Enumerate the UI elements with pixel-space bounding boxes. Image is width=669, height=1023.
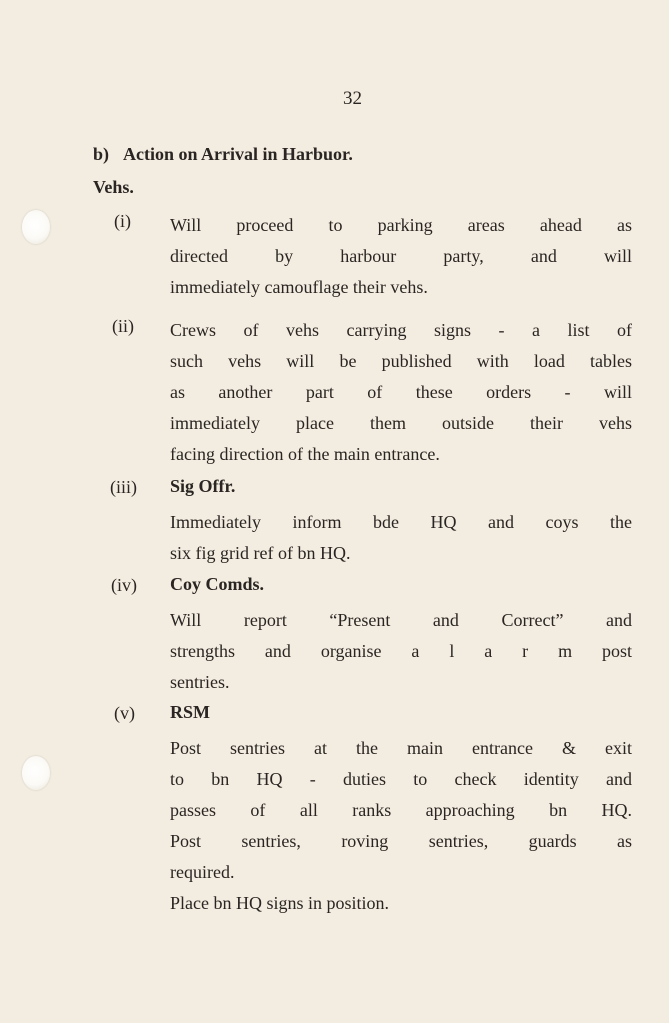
item-text (170, 210, 632, 303)
text-line: Place bn HQ signs in position. (170, 893, 389, 913)
text-line: immediately place them outside their vehs (170, 413, 632, 433)
section-number: b) (93, 144, 110, 164)
text-line: such vehs will be published with load tables (170, 351, 632, 371)
text-line: to bn HQ - duties to check identity and (170, 769, 632, 789)
section-title: Action on Arrival in Harbuor. (123, 144, 353, 164)
item-marker: (iv) (111, 575, 137, 595)
item-marker: (iii) (110, 477, 137, 497)
text-line: required. (170, 862, 235, 882)
item-text (170, 733, 632, 919)
punch-hole (22, 210, 50, 244)
item-title: Coy Comds. (170, 574, 265, 594)
text-line: as another part of these orders - will (170, 382, 632, 402)
subheading: Vehs. (93, 177, 134, 197)
section-heading (93, 144, 353, 165)
item-title: RSM (170, 702, 210, 722)
text-line: Post sentries at the main entrance & exit (170, 738, 632, 758)
item-text (170, 605, 632, 698)
text-line: Immediately inform bde HQ and coys the (170, 512, 632, 532)
text-line: strengths and organise a l a r m post (170, 641, 632, 661)
item-marker: (i) (114, 211, 131, 231)
text-line: six fig grid ref of bn HQ. (170, 543, 351, 563)
text-line: directed by harbour party, and will (170, 246, 632, 266)
item-text (170, 315, 632, 470)
text-line: Will proceed to parking areas ahead as (170, 215, 632, 235)
text-line: immediately camouflage their vehs. (170, 277, 428, 297)
text-line: sentries. (170, 672, 230, 692)
item-marker: (ii) (112, 316, 134, 336)
item-title: Sig Offr. (170, 476, 236, 496)
punch-hole (22, 756, 50, 790)
text-line: passes of all ranks approaching bn HQ. (170, 800, 632, 820)
text-line: facing direction of the main entrance. (170, 444, 440, 464)
text-line: Crews of vehs carrying signs - a list of (170, 320, 632, 340)
item-text (170, 507, 632, 569)
text-line: Post sentries, roving sentries, guards as (170, 831, 632, 851)
item-marker: (v) (114, 703, 135, 723)
text-line: Will report “Present and Correct” and (170, 610, 632, 630)
page-number: 32 (343, 88, 362, 109)
